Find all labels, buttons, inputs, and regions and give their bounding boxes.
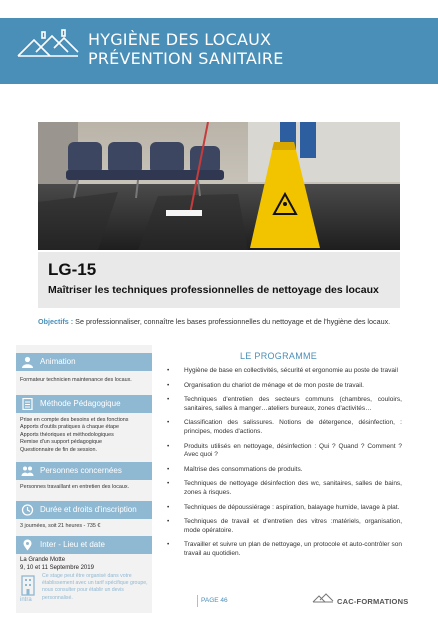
info-sidebar [16,345,152,613]
building-icon [20,573,36,597]
footer-divider [197,595,198,607]
methode-label: Méthode Pédagogique [40,399,121,408]
page-number: PAGE 46 [201,597,228,604]
document-icon [21,398,34,410]
objectives-text: Se professionnaliser, connaître les bases professionnelles du nettoyage et de l'hygiène des locaux. [75,317,391,326]
animation-text: Formateur technicien maintenance des locaux. [20,377,132,383]
methode-line: Prise en compte des besoins et des fonctions [20,417,129,423]
animation-label: Animation [40,357,76,366]
person-icon [21,356,34,368]
lieu-label: Inter - Lieu et date [40,540,105,549]
lieu-header [16,536,152,554]
course-code: LG-15 [48,260,97,279]
lieu-dates: 9, 10 et 11 Septembre 2019 [20,565,94,571]
header-title [88,30,284,68]
lieu-details [20,556,94,572]
brand-name: CAC-FORMATIONS [337,597,409,606]
objectives [38,317,400,328]
programme-list [166,367,402,565]
intra-text: Ce stage peut être organisé dans votre établissement avec un tarif spécifique groupe, nous consulter pour établir un devis personnalisé. [42,573,148,601]
methode-line: Apports théoriques et méthodologiques [20,431,114,438]
programme-item: • Hygiène de base en collectivités, sécurité et ergonomie au poste de travail [166,367,402,376]
programme-item: • Techniques de nettoyage désinfection des wc, sanitaires, salles de bains, zones à risques. [166,480,402,497]
methode-line: Questionnaire de fin de session. [20,446,98,453]
programme-item: • Organisation du chariot de ménage et de mon poste de travail. [166,382,402,391]
personnes-label: Personnes concernées [40,466,122,475]
course-title-box [38,252,400,308]
programme-item: • Produits utilisés en nettoyage, désinfection : Qui ? Quand ? Comment ? Avec quoi ? [166,443,402,460]
methode-line: Remise d'un support pédagogique [20,439,102,446]
programme-item: • Classification des salissures. Notions de détergence, désinfection, : principes, modes d'actions. [166,419,402,436]
programme-item: • Techniques de dépoussiérage : aspiration, balayage humide, lavage à plat. [166,504,402,513]
header [0,0,438,99]
duree-text: 3 journées, soit 21 heures - 735 € [20,523,101,529]
clock-icon [21,504,34,516]
header-title-line1: HYGIÈNE DES LOCAUX [88,30,272,49]
methode-lines [20,417,128,454]
objectives-label: Objectifs : [38,317,74,326]
lieu-place: La Grande Motte [20,557,66,563]
programme-item: • Maîtrise des consommations de produits. [166,466,402,475]
programme-title: LE PROGRAMME [240,351,318,361]
group-icon [21,465,34,477]
duree-header [16,501,152,519]
course-title: Maîtriser les techniques professionnelles de nettoyage des locaux [48,284,379,296]
programme-item: • Techniques de travail et d'entretien des vitres :matériels, organisation, mode opératoire. [166,518,402,535]
personnes-header [16,462,152,480]
location-pin-icon [21,539,34,551]
intra-block [20,573,148,607]
header-title-line2: PRÉVENTION SANITAIRE [88,49,284,68]
personnes-text: Personnes travaillant en entretien des locaux. [20,484,130,490]
animation-header [16,353,152,371]
methode-line: Apports d'outils pratiques à chaque étape [20,424,120,431]
duree-label: Durée et droits d'inscription [40,505,137,514]
hero-photo [38,122,400,250]
intra-label: intra [20,597,32,603]
methode-header [16,395,152,413]
house-roofs-logo-icon [312,590,334,606]
house-roofs-icon [16,26,80,70]
programme-item: • Travailler et suivre un plan de nettoyage, un protocole et auto-contrôler son travail au quotidien. [166,541,402,558]
programme-item: • Techniques d'entretien des secteurs communs (chambres, couloirs, sanitaires, salles à manger…ateliers bureaux, zones d'activités… [166,396,402,413]
